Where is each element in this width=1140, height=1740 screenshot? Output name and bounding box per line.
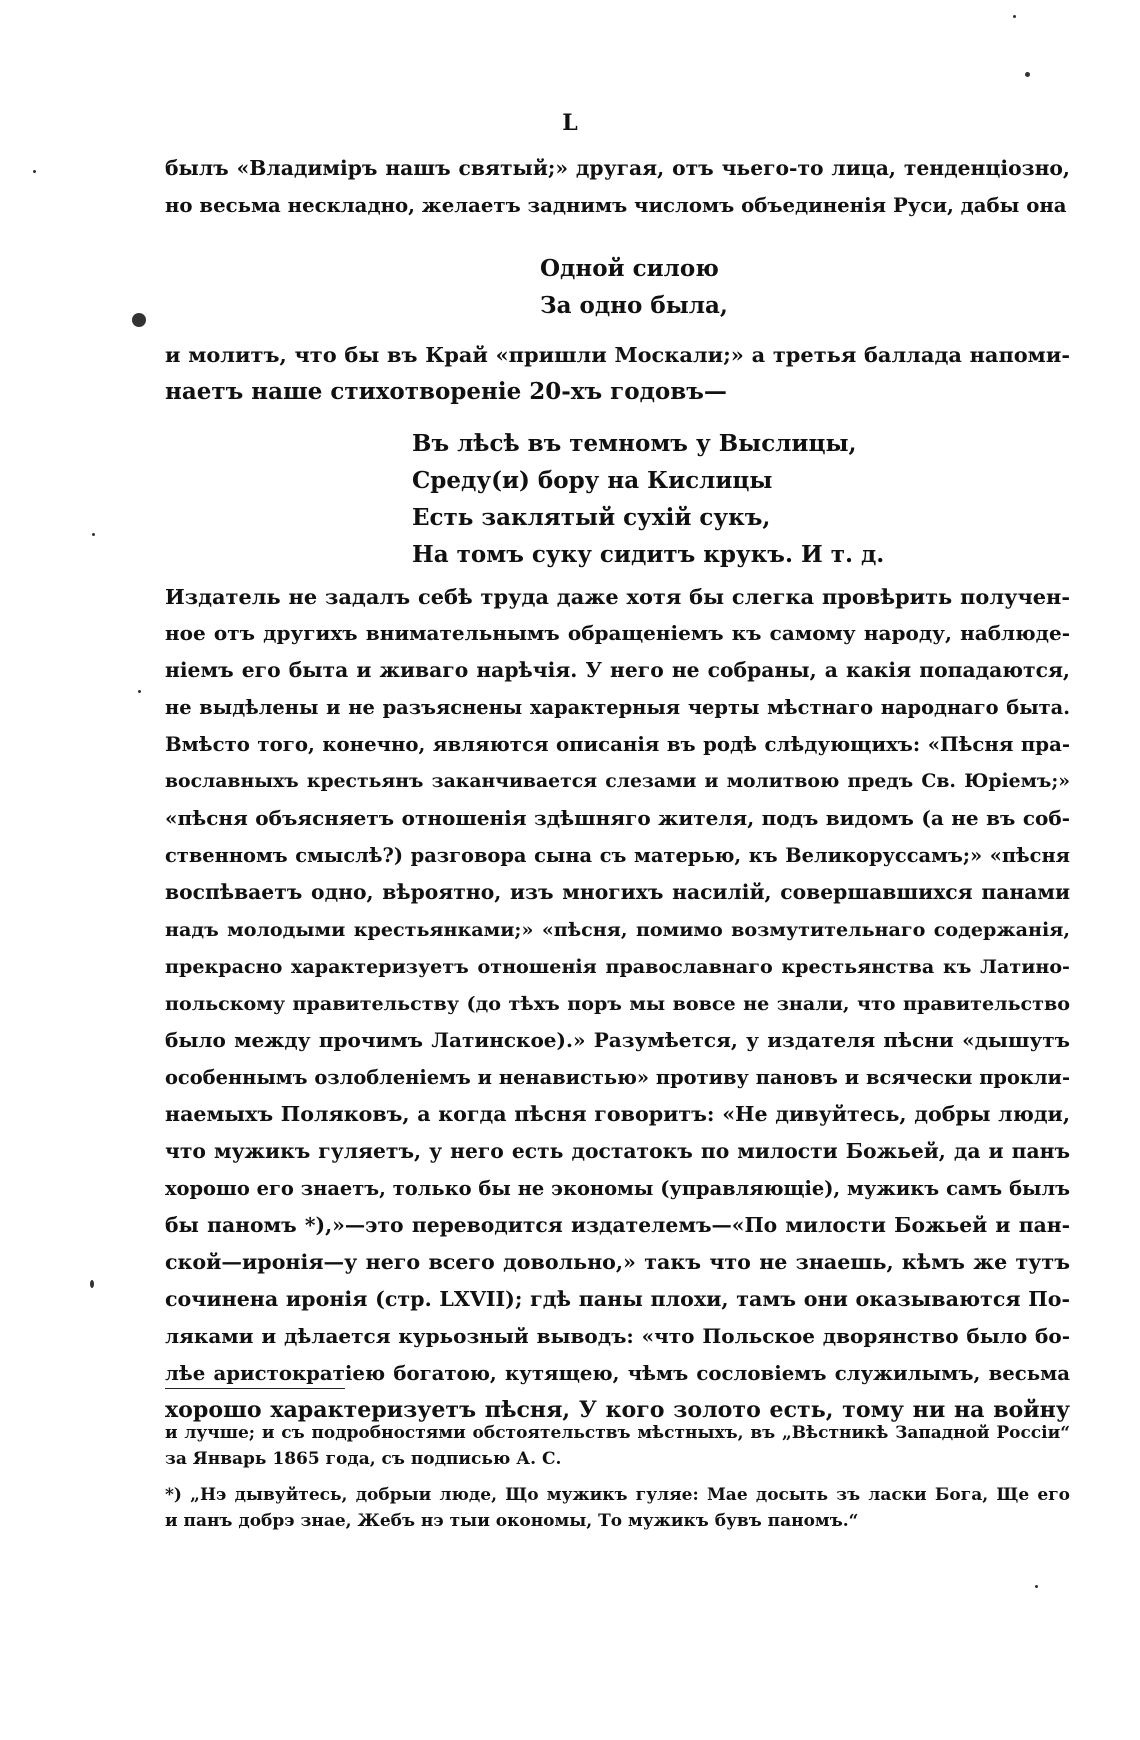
verse-line: За одно была,: [540, 292, 728, 319]
text-line: надъ молодыми крестьянками;» «пѣсня, помимо возмутительнаго содержанія,: [165, 918, 1070, 941]
footnote-line: и панъ добрэ знае, Жебъ нэ тыи окономы, То мужикъ бувъ паномъ.“: [165, 1511, 859, 1531]
footnotes: [165, 1420, 1070, 1544]
text-line: ской—иронія—у него всего довольно,» такъ что не знаешь, кѣмъ же тутъ: [165, 1250, 1070, 1274]
text-line: но весьма нескладно, желаетъ заднимъ числомъ объединенія Руси, дабы она: [165, 194, 1067, 217]
text-line: воспѣваетъ одно, вѣроятно, изъ многихъ насилій, совершавшихся панами: [165, 880, 1070, 904]
text-line: вославныхъ крестьянъ заканчивается слезами и молитвою предъ Св. Юріемъ;»: [165, 770, 1070, 792]
verse-line: Среду(и) бору на Кислицы: [412, 467, 773, 494]
text-line: хорошо его знаетъ, только бы не экономы (управляющіе), мужикъ самъ былъ: [165, 1177, 1070, 1200]
footnote-line: *) „Нэ дывуйтесь, добрыи люде, Що мужикъ гуляе: Мае досыть зъ ласки Бога, Ще его: [165, 1485, 1070, 1505]
verse-quote-2: [412, 425, 884, 573]
text-line: Вмѣсто того, конечно, являются описанія въ родѣ слѣдующихъ: «Пѣсня пра-: [165, 733, 1070, 756]
footnote-asterisk: [165, 1482, 1070, 1534]
scan-speck: [1013, 15, 1016, 18]
scan-speck: [90, 1280, 94, 1288]
text-line: бы паномъ *),»—это переводится издателемъ—«По милости Божьей и пан-: [165, 1213, 1070, 1237]
verse-line: На томъ суку сидитъ крукъ. И т. д.: [412, 541, 885, 568]
intro-paragraph: [165, 150, 1070, 224]
text-line: «пѣсня объясняетъ отношенія здѣшняго жителя, подъ видомъ (а не въ соб-: [165, 806, 1070, 830]
text-line: было между прочимъ Латинское).» Разумѣется, у издателя пѣсни «дышутъ: [165, 1028, 1070, 1052]
text-line: и молитъ, что бы въ Край «пришли Москали;» а третья баллада напоми-: [165, 342, 1070, 367]
footnote-continuation: [165, 1420, 1070, 1472]
footnote-line: и лучше; и съ подробностями обстоятельствъ мѣстныхъ, въ „Вѣстникѣ Западной Россіи“: [165, 1423, 1070, 1443]
text-line: что мужикъ гуляетъ, у него есть достатокъ по милости Божьей, да и панъ: [165, 1139, 1070, 1163]
middle-paragraph: [165, 336, 1070, 410]
text-line: особеннымъ озлобленіемъ и ненавистью» противу пановъ и всячески прокли-: [165, 1066, 1070, 1089]
text-line: лѣе аристократіею богатою, кутящею, чѣмъ сословіемъ служилымъ, весьма: [165, 1362, 1070, 1385]
scan-speck: [132, 313, 146, 327]
text-line: былъ «Владиміръ нашъ святый;» другая, отъ чьего-то лица, тенденціозно,: [165, 156, 1070, 180]
scan-speck: [138, 690, 141, 693]
text-line: ное отъ другихъ внимательнымъ обращеніемъ къ самому народу, наблюде-: [165, 621, 1070, 645]
scan-speck: [1025, 72, 1030, 77]
footnote-line: за Январь 1865 года, съ подписью А. С.: [165, 1449, 562, 1469]
text-line: не выдѣлены и не разъяснены характерныя черты мѣстнаго народнаго быта.: [165, 696, 1070, 719]
verse-line: Одной силою: [540, 255, 719, 282]
verse-line: Есть заклятый сухій сукъ,: [412, 504, 771, 531]
text-line: польскому правительству (до тѣхъ поръ мы вовсе не знали, что правительство: [165, 992, 1070, 1015]
scan-speck: [1035, 1585, 1038, 1588]
scan-speck: [92, 533, 95, 536]
text-line: наемыхъ Поляковъ, а когда пѣсня говоритъ: «Не дивуйтесь, добры люди,: [165, 1102, 1070, 1126]
text-line: Издатель не задалъ себѣ труда даже хотя бы слегка провѣрить получен-: [165, 584, 1070, 609]
footnote-rule: [165, 1388, 345, 1389]
scan-speck: [33, 170, 36, 173]
page-number: L: [562, 110, 578, 136]
verse-line: Въ лѣсѣ въ темномъ у Выслицы,: [412, 430, 857, 457]
main-paragraph: [165, 578, 1070, 1429]
text-line: сочинена иронія (стр. LXVII); гдѣ паны плохи, тамъ они оказываются По-: [165, 1287, 1070, 1311]
verse-quote-1: [540, 250, 728, 324]
text-line: ляками и дѣлается курьозный выводъ: «что Польское дворянство было бо-: [165, 1324, 1070, 1348]
text-line: ніемъ его быта и живаго нарѣчія. У него не собраны, а какія попадаются,: [165, 658, 1070, 682]
text-line: ственномъ смыслѣ?) разговора сына съ матерью, къ Великоруссамъ;» «пѣсня: [165, 844, 1070, 867]
text-line: хорошо характеризуетъ пѣсня, У кого золото есть, тому ни на войну: [165, 1397, 1070, 1423]
text-line: наетъ наше стихотвореніе 20-хъ годовъ—: [165, 378, 727, 405]
text-line: прекрасно характеризуетъ отношенія православнаго крестьянства къ Латино-: [165, 955, 1070, 978]
